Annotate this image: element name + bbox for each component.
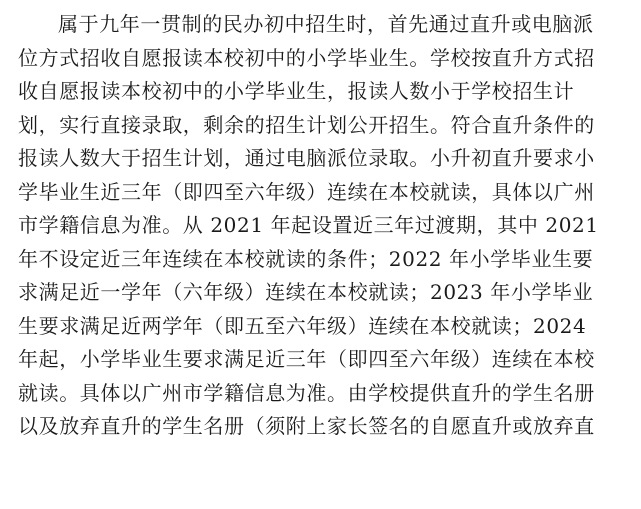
paragraph-line: 就读。具体以广州市学籍信息为准。由学校提供直升的学生名册 [18, 380, 595, 405]
paragraph-line: 收自愿报读本校初中的小学毕业生，报读人数小于学校招生计 [18, 79, 575, 103]
paragraph-line: 学毕业生近三年（即四至六年级）连续在本校就读，具体以广州 [18, 179, 595, 204]
paragraph-line: 年不设定近三年连续在本校就读的条件；2022 年小学毕业生要 [18, 246, 594, 271]
paragraph-line: 生要求满足近两学年（即五至六年级）连续在本校就读；2024 [18, 313, 587, 338]
paragraph-line: 属于九年一贯制的民办初中招生时，首先通过直升或电脑派 [58, 12, 594, 36]
paragraph-line: 报读人数大于招生计划，通过电脑派位录取。小升初直升要求小 [18, 146, 595, 170]
paragraph-line: 年起，小学毕业生要求满足近三年（即四至六年级）连续在本校 [18, 347, 595, 371]
paragraph-line: 以及放弃直升的学生名册（须附上家长签名的自愿直升或放弃直 [18, 414, 595, 438]
paragraph-line: 求满足近一学年（六年级）连续在本校就读；2023 年小学毕业 [18, 280, 594, 304]
paragraph-line: 位方式招收自愿报读本校初中的小学毕业生。学校按直升方式招 [18, 45, 595, 70]
body-paragraph [18, 8, 624, 444]
paragraph-line: 划，实行直接录取，剩余的招生计划公开招生。符合直升条件的 [18, 112, 595, 137]
paragraph-line: 市学籍信息为准。从 2021 年起设置近三年过渡期，其中 2021 [18, 213, 599, 237]
